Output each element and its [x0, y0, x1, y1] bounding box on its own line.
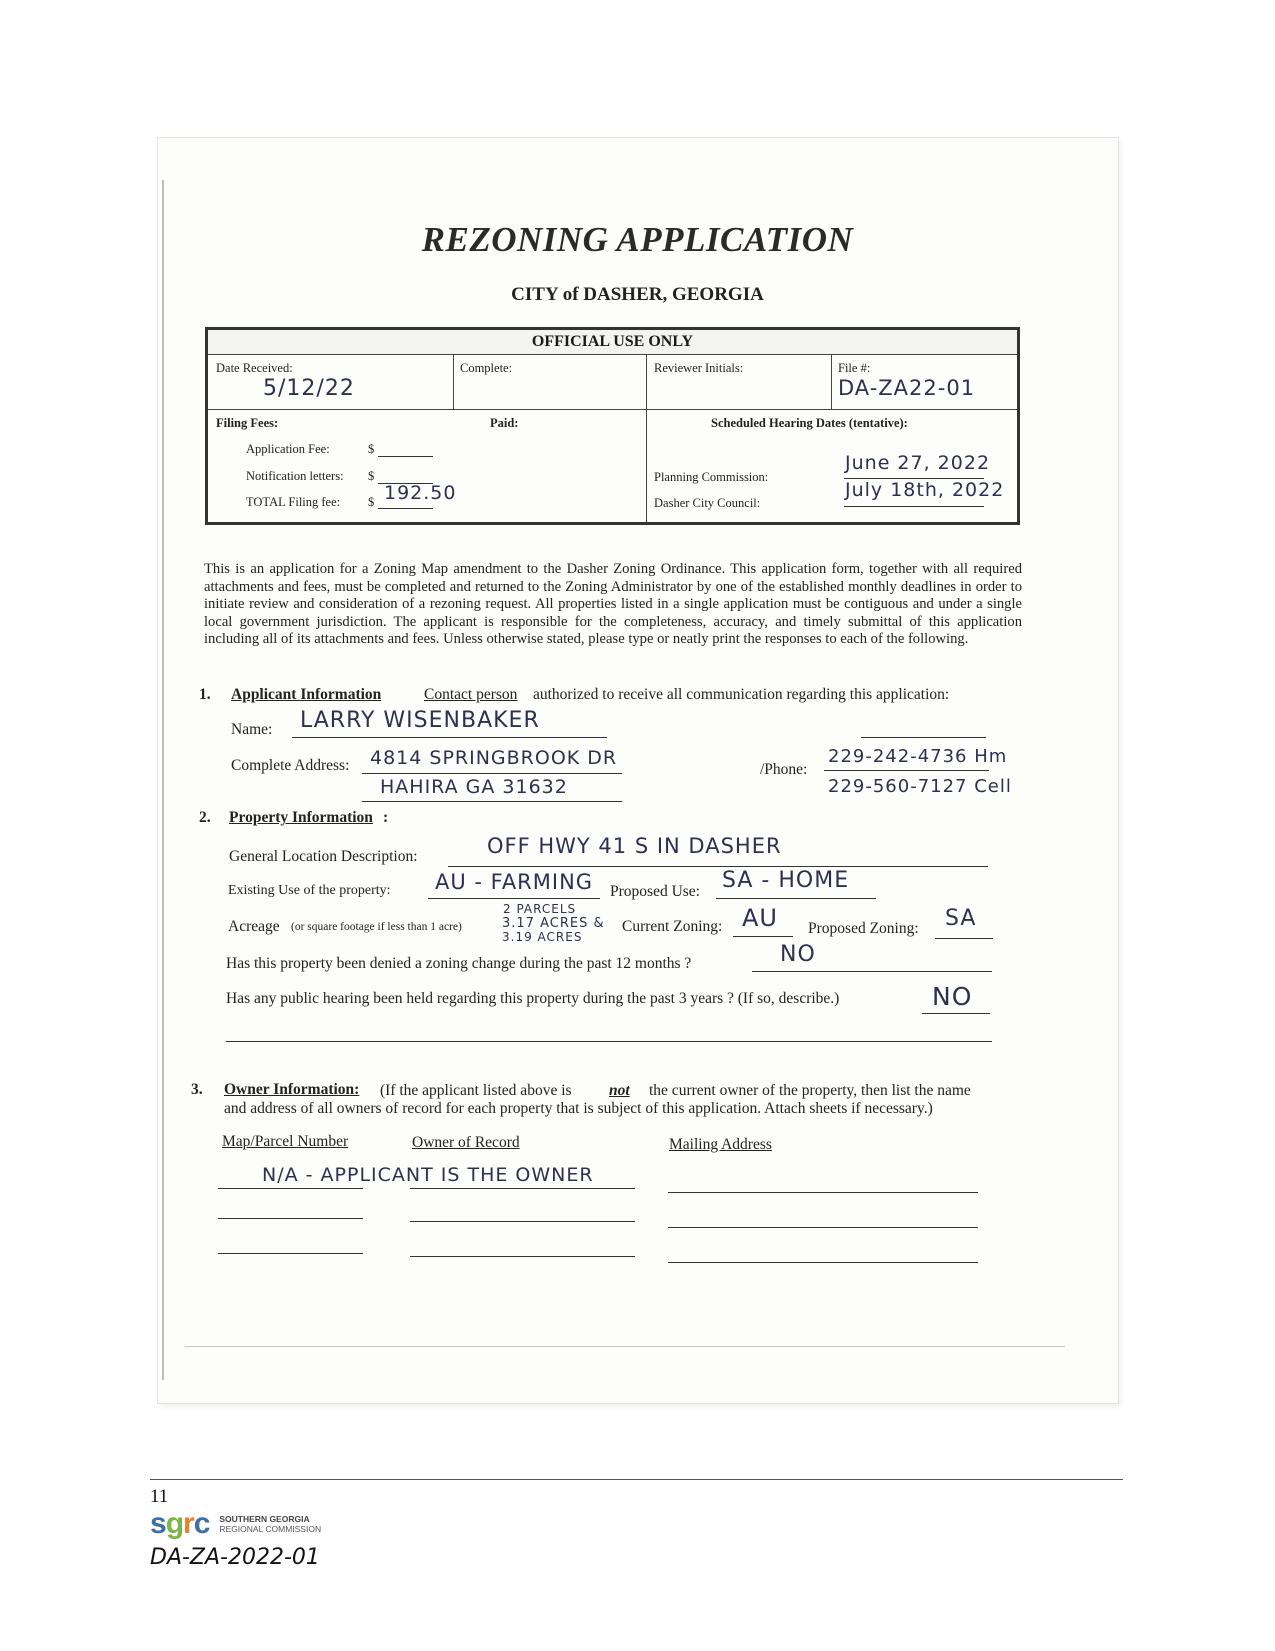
date-received-value: 5/12/22: [263, 376, 355, 401]
form-subtitle: CITY of DASHER, GEORGIA: [511, 284, 764, 305]
hearing-dates-label: Scheduled Hearing Dates (tentative):: [711, 416, 908, 430]
phone-line-1: [824, 770, 989, 771]
acreage-value-second: 3.19 ACRES: [502, 930, 583, 944]
existing-use-line: [428, 898, 600, 899]
existing-use-value: AU - FARMING: [435, 870, 594, 894]
application-fee-line: [378, 456, 433, 457]
divider: [831, 354, 832, 409]
sgrc-logo-mark: sgrc: [150, 1507, 210, 1540]
section-1-title: Applicant Information: [231, 686, 382, 703]
denied-line: [752, 971, 992, 972]
total-fee-line: [378, 508, 433, 509]
phone-label: /Phone:: [760, 761, 808, 778]
logo-line-1: SOUTHERN GEORGIA: [219, 1514, 310, 1524]
logo-line-2: REGIONAL COMMISSION: [219, 1524, 322, 1534]
location-value: OFF HWY 41 S IN DASHER: [487, 834, 782, 858]
file-number-label: File #:: [838, 361, 871, 375]
address-line-1: 4814 SPRINGBROOK DR: [370, 747, 618, 769]
section-3-title: Owner Information:: [224, 1081, 360, 1098]
column-mailing-address: Mailing Address: [669, 1136, 772, 1153]
phone-home-value: 229-242-4736 Hm: [828, 746, 1008, 767]
page-number: 11: [150, 1486, 169, 1507]
current-zoning-value: AU: [742, 904, 778, 932]
current-zoning-label: Current Zoning:: [622, 918, 723, 935]
name-label: Name:: [231, 721, 273, 738]
name-line-right: [861, 737, 986, 738]
sgrc-logo: [150, 1507, 322, 1540]
phone-cell-value: 229-560-7127 Cell: [828, 776, 1012, 797]
proposed-use-line: [716, 898, 876, 899]
dollar-sign: $: [368, 442, 375, 456]
applicant-name-value: LARRY WISENBAKER: [300, 708, 540, 733]
proposed-zoning-line: [935, 938, 993, 939]
council-date-line: [844, 506, 984, 507]
section-2-number: 2.: [199, 809, 211, 826]
city-council-label: Dasher City Council:: [654, 496, 761, 510]
acreage-label: Acreage: [228, 918, 280, 935]
parcel-line-1: [218, 1188, 363, 1189]
owner-line-2: [410, 1221, 635, 1222]
divider: [453, 354, 454, 409]
official-use-box: [205, 327, 1020, 525]
owner-line-3: [410, 1256, 635, 1257]
paid-label: Paid:: [490, 416, 519, 430]
public-hearing-question: Has any public hearing been held regarding this property during the past 3 years ? (If so, describe.): [226, 990, 840, 1007]
divider: [646, 354, 647, 522]
owner-text-b: the current owner of the property, then list the name and address of all owners of record for each property that is subject of this application. Attach sheets if necessary.): [224, 1082, 971, 1117]
complete-label: Complete:: [460, 361, 513, 375]
location-line: [448, 866, 988, 867]
parcel-line-3: [218, 1253, 363, 1254]
city-council-date: July 18th, 2022: [845, 479, 1005, 501]
owner-line-1: [410, 1188, 635, 1189]
location-label: General Location Description:: [229, 848, 418, 865]
owner-row-1-value: N/A - APPLICANT IS THE OWNER: [262, 1164, 594, 1186]
parcel-line-2: [218, 1218, 363, 1219]
proposed-use-label: Proposed Use:: [610, 883, 700, 900]
planning-commission-label: Planning Commission:: [654, 470, 769, 484]
address-line-row-2: [668, 1227, 978, 1228]
section-2-title: Property Information: [229, 809, 373, 826]
name-line: [292, 737, 607, 738]
address-label: Complete Address:: [231, 757, 350, 774]
owner-text-a: (If the applicant listed above is: [380, 1082, 572, 1099]
document-id: DA-ZA-2022-01: [150, 1545, 320, 1570]
form-title: REZONING APPLICATION: [421, 220, 854, 259]
sgrc-logo-text: [219, 1514, 321, 1534]
intro-paragraph: This is an application for a Zoning Map amendment to the Dasher Zoning Ordinance. This application form, together with all required attachments and fees, must be completed and returned to the Zoning Administrator by one of the established monthly deadlines in order to initiate review and consideration of a rezoning request. All properties listed in a single application must be contiguous and under a single local government jurisdiction. The applicant is responsible for the completeness, accuracy, and timely submittal of this application including all of its attachments and fees. Unless otherwise stated, please type or neatly print the responses to each of the following.: [204, 561, 1022, 648]
existing-use-label: Existing Use of the property:: [228, 883, 391, 898]
acreage-value: 3.17 ACRES &: [502, 916, 605, 931]
describe-line: [226, 1041, 992, 1042]
denied-answer: NO: [780, 942, 816, 967]
proposed-zoning-label: Proposed Zoning:: [808, 920, 919, 937]
reviewer-initials-label: Reviewer Initials:: [654, 361, 744, 375]
notification-letters-label: Notification letters:: [246, 469, 344, 483]
date-received-label: Date Received:: [216, 361, 293, 375]
owner-text-not: not: [609, 1082, 630, 1099]
planning-commission-date: June 27, 2022: [845, 452, 991, 474]
column-parcel-number: Map/Parcel Number: [222, 1133, 349, 1150]
address-line-2: HAHIRA GA 31632: [380, 776, 568, 798]
dollar-sign: $: [368, 469, 375, 483]
filing-fees-label: Filing Fees:: [216, 416, 279, 430]
address-line-row-3: [668, 1262, 978, 1263]
section-1-number: 1.: [199, 686, 211, 703]
address-line-2-rule: [362, 801, 622, 802]
scan-edge-shadow: [162, 180, 164, 1380]
section-3-number: 3.: [191, 1081, 203, 1098]
column-owner-of-record: Owner of Record: [412, 1134, 520, 1151]
contact-person-text: authorized to receive all communication regarding this application:: [533, 686, 950, 703]
footer-rule: [150, 1479, 1123, 1480]
dollar-sign: $: [368, 495, 375, 509]
total-filing-fee-label: TOTAL Filing fee:: [246, 495, 341, 509]
scan-bottom-edge: [185, 1346, 1065, 1347]
current-zoning-line: [733, 936, 793, 937]
acreage-parcels-note: 2 PARCELS: [503, 902, 577, 916]
proposed-zoning-value: SA: [945, 906, 977, 931]
acreage-note: (or square footage if less than 1 acre): [291, 921, 462, 933]
address-line-1-rule: [362, 773, 622, 774]
denied-question: Has this property been denied a zoning change during the past 12 months ?: [226, 955, 692, 972]
address-line-row-1: [668, 1192, 978, 1193]
file-number-value: DA-ZA22-01: [838, 376, 976, 400]
section-2-colon: :: [383, 809, 389, 826]
total-filing-fee-value: 192.50: [384, 482, 457, 504]
official-use-header: OFFICIAL USE ONLY: [208, 330, 1017, 355]
public-hearing-line: [922, 1013, 990, 1014]
divider: [208, 409, 1017, 410]
application-fee-label: Application Fee:: [246, 442, 330, 456]
contact-person-label: Contact person: [424, 686, 518, 703]
proposed-use-value: SA - HOME: [722, 868, 850, 893]
public-hearing-answer: NO: [932, 982, 973, 1011]
